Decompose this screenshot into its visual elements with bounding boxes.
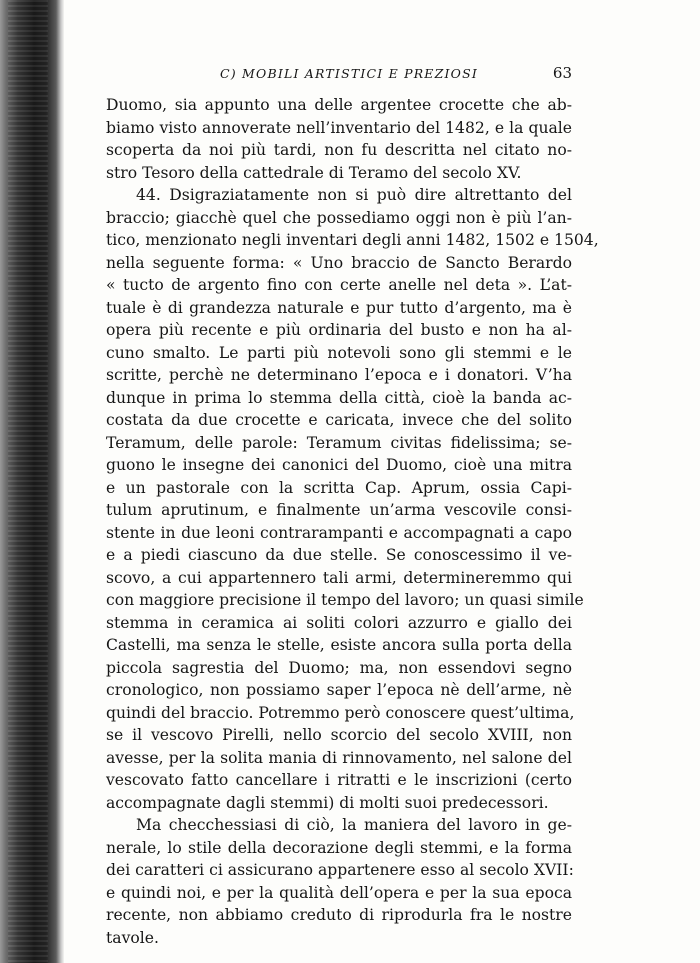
page-number: 63 (552, 64, 572, 82)
text-line: e a piedi ciascuno da due stelle. Se conoscessimo il ve- (106, 546, 572, 564)
text-line: stente in due leoni contrarampanti e accompagnati a capo (106, 523, 572, 542)
text-line: braccio; giacchè quel che possediamo oggi non è più l’an- (106, 208, 572, 227)
text-line: dei caratteri ci assicurano appartenere esso al secolo XVII: (106, 861, 574, 879)
paragraph-start: Ma checchessiasi di ciò, la maniera del lavoro in ge- (136, 816, 572, 834)
text-line: nerale, lo stile della decorazione degli stemmi, e la forma (106, 838, 572, 857)
text-line: avesse, per la solita mania di rinnovamento, nel salone del (106, 748, 572, 767)
running-head: C) MOBILI ARTISTICI E PREZIOSI (219, 66, 479, 81)
text-line: nella seguente forma: « Uno braccio de Sancto Berardo (106, 253, 572, 272)
text-line: stemma in ceramica ai soliti colori azzurro e giallo dei (106, 613, 572, 632)
text-line: Castelli, ma senza le stelle, esiste ancora sulla porta della (106, 636, 572, 654)
text-line: scovo, a cui appartennero tali armi, determineremmo qui (106, 568, 572, 587)
body-text (106, 94, 599, 949)
text-line: tico, menzionato negli inventari degli anni 1482, 1502 e 1504, (106, 231, 599, 249)
text-line: e un pastorale con la scritta Cap. Aprum, ossia Capi- (106, 478, 572, 497)
text-line: cronologico, non possiamo saper l’epoca nè dell’arme, nè (106, 681, 572, 699)
text-line: dunque in prima lo stemma della città, cioè la banda ac- (106, 388, 572, 407)
text-line: piccola sagrestia del Duomo; ma, non essendovi segno (106, 658, 572, 677)
text-line: costata da due crocette e caricata, invece che del solito (106, 411, 572, 429)
text-line: stro Tesoro della cattedrale di Teramo del secolo XV. (106, 163, 522, 182)
text-line: e quindi noi, e per la qualità dell’opera e per la sua epoca (106, 883, 572, 902)
text-line: cuno smalto. Le parti più notevoli sono gli stemmi e le (106, 343, 572, 362)
text-line: Duomo, sia appunto una delle argentee crocette che ab- (106, 96, 572, 114)
text-line: quindi del braccio. Potremmo però conoscere quest’ultima, (106, 703, 575, 722)
binding-shadow-texture (8, 0, 48, 963)
text-line: se il vescovo Pirelli, nello scorcio del secolo XVIII, non (106, 726, 572, 744)
text-line: guono le insegne dei canonici del Duomo, cioè una mitra (106, 456, 572, 474)
text-line: biamo visto annoverate nell’inventario del 1482, e la quale (106, 118, 572, 137)
text-line: recente, non abbiamo creduto di riprodurla fra le nostre (106, 906, 572, 924)
text-line: scoperta da noi più tardi, non fu descritta nel citato no- (106, 141, 572, 159)
text-line: opera più recente e più ordinaria del busto e non ha al- (106, 321, 572, 339)
text-line: tuale è di grandezza naturale e pur tutto d’argento, ma è (106, 298, 572, 317)
text-line: tulum aprutinum, e finalmente un’arma vescovile consi- (106, 501, 572, 519)
text-line: vescovato fatto cancellare i ritratti e le inscrizioni (certo (106, 771, 572, 789)
text-line: tavole. (106, 928, 159, 947)
text-line: « tucto de argento fino con certe anelle nel deta ». L’at- (106, 276, 572, 294)
text-line: accompagnate dagli stemmi) di molti suoi predecessori. (106, 793, 549, 812)
text-line: Teramum, delle parole: Teramum civitas fidelissima; se- (106, 433, 572, 452)
paragraph-44-start: 44. Dsigraziatamente non si può dire altrettanto del (136, 186, 572, 204)
text-line: scritte, perchè ne determinano l’epoca e i donatori. V’ha (106, 366, 572, 384)
page-header (106, 66, 572, 88)
text-line: con maggiore precisione il tempo del lavoro; un quasi simile (106, 591, 584, 609)
